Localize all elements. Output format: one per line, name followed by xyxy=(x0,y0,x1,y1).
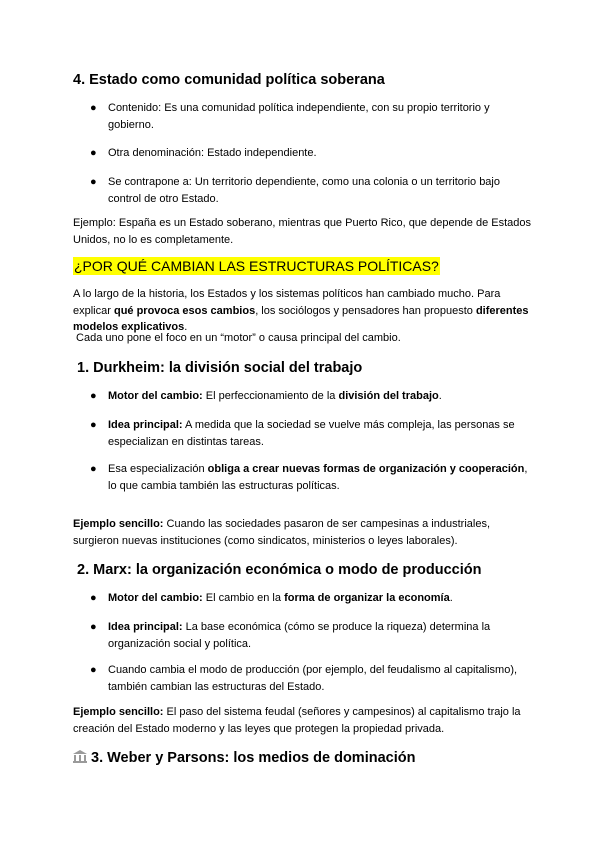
list-item-idea-marx: ● Idea principal: La base económica (cómo se produce la riqueza) determina la organización social y política. xyxy=(90,621,491,650)
highlighted-heading: ¿POR QUÉ CAMBIAN LAS ESTRUCTURAS POLÍTICAS? xyxy=(74,258,439,274)
list-item-se-contrapone xyxy=(90,174,530,207)
section-4-example: Ejemplo: España es un Estado soberano, mientras que Puerto Rico, que depende de Estados Unidos, no lo es completamente. xyxy=(73,217,532,246)
list-item-modo-produccion: ● Cuando cambia el modo de producción (por ejemplo, del feudalismo al capitalismo), también cambian las estructuras del Estado. xyxy=(90,664,518,693)
bullet: ● xyxy=(90,390,97,402)
item-label: Otra denominación: xyxy=(108,147,204,159)
weber-heading: 3. Weber y Parsons: los medios de dominación xyxy=(73,750,415,766)
list-item-otra-denominacion xyxy=(90,145,530,162)
item-label: Contenido: xyxy=(108,102,162,114)
durkheim-heading: 1. Durkheim: la división social del trabajo xyxy=(77,360,363,376)
bullet: ● xyxy=(90,463,97,475)
intro-paragraph: A lo largo de la historia, los Estados y los sistemas políticos han cambiado mucho. Para explicar qué provoca esos cambios, los sociólogos y pensadores han propuesto diferentes modelos explicativos. xyxy=(73,288,529,333)
list-item-motor-marx: ● Motor del cambio: El cambio en la forma de organizar la economía. xyxy=(90,590,530,607)
list-item-idea-durkheim: ● Idea principal: A medida que la sociedad se vuelve más compleja, las personas se especializan en distintas tareas. xyxy=(90,419,515,448)
item-text: Un territorio dependiente, como una colonia o un territorio bajo control de otro Estado. xyxy=(108,176,500,205)
bank-icon xyxy=(73,750,87,763)
durkheim-example: Ejemplo sencillo: Cuando las sociedades pasaron de ser campesinas a industriales, surgieron nuevas instituciones (como sindicatos, ministerios o leyes laborales). xyxy=(73,518,490,547)
bullet: ● xyxy=(90,621,97,633)
bullet: ● xyxy=(90,592,97,604)
bullet: ● xyxy=(90,102,97,114)
bullet: ● xyxy=(90,147,97,159)
bullet: ● xyxy=(90,664,97,676)
list-item-motor-durkheim: ● Motor del cambio: El perfeccionamiento de la división del trabajo. xyxy=(90,388,530,405)
section-4-heading: 4. Estado como comunidad política soberana xyxy=(73,72,385,88)
item-text: Estado independiente. xyxy=(207,147,317,159)
list-item-contenido xyxy=(90,100,530,133)
bullet: ● xyxy=(90,419,97,431)
list-item-especializacion: ● Esa especialización obliga a crear nuevas formas de organización y cooperación, lo que cambia también las estructuras políticas. xyxy=(90,463,528,492)
marx-heading: 2. Marx: la organización económica o modo de producción xyxy=(77,562,482,578)
item-label: Se contrapone a: xyxy=(108,176,192,188)
bullet: ● xyxy=(90,176,97,188)
marx-example: Ejemplo sencillo: El paso del sistema feudal (señores y campesinos) al capitalismo trajo la creación del Estado moderno y las leyes que protegen la propiedad privada. xyxy=(73,706,521,735)
intro-paragraph-2: Cada uno pone el foco en un “motor” o causa principal del cambio. xyxy=(73,332,401,344)
item-text: Es una comunidad política independiente, con su propio territorio y gobierno. xyxy=(108,102,490,131)
